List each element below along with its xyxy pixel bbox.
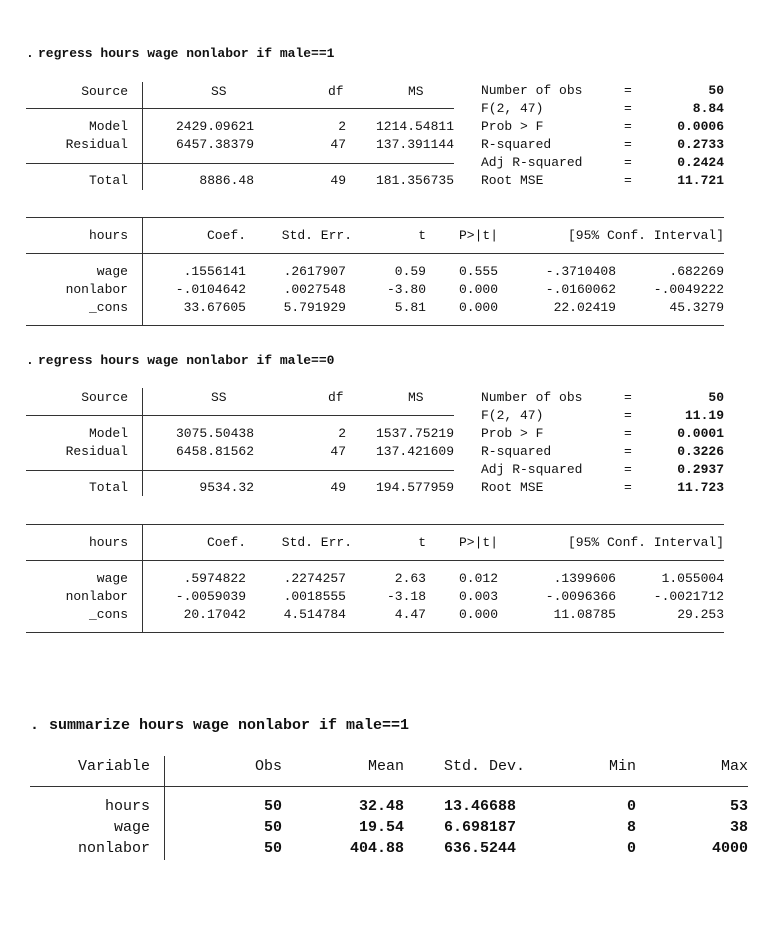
anova-df: 2 bbox=[338, 426, 346, 441]
summ-header-max: Max bbox=[720, 758, 748, 775]
coef-p: 0.000 bbox=[458, 300, 498, 315]
stat-eq: = bbox=[624, 173, 632, 188]
command-prompt-dot: . bbox=[26, 353, 34, 368]
coef-t: -3.80 bbox=[386, 282, 426, 297]
summ-divider bbox=[164, 756, 165, 860]
coef-header-se: Std. Err. bbox=[281, 228, 352, 243]
coef-value: .5974822 bbox=[183, 571, 246, 586]
stat-label: Adj R-squared bbox=[481, 155, 583, 170]
coef-p: 0.012 bbox=[458, 571, 498, 586]
stat-eq: = bbox=[624, 137, 632, 152]
stat-value: 0.0006 bbox=[677, 119, 724, 134]
anova-ms: 194.577959 bbox=[375, 480, 454, 495]
command-prompt-dot: . bbox=[26, 46, 34, 61]
anova-divider bbox=[142, 388, 143, 496]
anova-df: 47 bbox=[330, 137, 346, 152]
stat-label: Prob > F bbox=[481, 119, 544, 134]
coef-bottom-rule bbox=[26, 632, 724, 633]
anova-header-df: df bbox=[328, 390, 344, 405]
coef-p: 0.555 bbox=[458, 264, 498, 279]
coef-header-rule bbox=[26, 560, 724, 561]
stat-value: 11.723 bbox=[677, 480, 724, 495]
coef-ci-low: 11.08785 bbox=[553, 607, 616, 622]
coef-header-depvar: hours bbox=[88, 228, 128, 243]
anova-source: Total bbox=[88, 480, 128, 495]
stat-label: Adj R-squared bbox=[481, 462, 583, 477]
anova-df: 49 bbox=[330, 480, 346, 495]
summ-obs: 50 bbox=[263, 840, 282, 857]
stat-value: 0.2424 bbox=[677, 155, 724, 170]
coef-header-depvar: hours bbox=[88, 535, 128, 550]
coef-divider bbox=[142, 217, 143, 325]
anova-header-ss: SS bbox=[211, 390, 227, 405]
regress-command: regress hours wage nonlabor if male==0 bbox=[38, 353, 335, 368]
anova-df: 49 bbox=[330, 173, 346, 188]
anova-ss: 3075.50438 bbox=[175, 426, 254, 441]
summ-sd: 6.698187 bbox=[444, 819, 517, 836]
stat-eq: = bbox=[624, 426, 632, 441]
stat-label: Root MSE bbox=[481, 173, 544, 188]
coef-ci-high: .682269 bbox=[669, 264, 724, 279]
stat-label: Prob > F bbox=[481, 426, 544, 441]
coef-se: .2274257 bbox=[283, 571, 346, 586]
summ-header-mean: Mean bbox=[367, 758, 404, 775]
summ-header-min: Min bbox=[608, 758, 636, 775]
stat-value: 50 bbox=[708, 390, 724, 405]
anova-ms: 137.391144 bbox=[375, 137, 454, 152]
coef-header-p: P>|t| bbox=[458, 228, 498, 243]
stat-eq: = bbox=[624, 444, 632, 459]
summ-header-variable: Variable bbox=[77, 758, 150, 775]
coef-divider bbox=[142, 524, 143, 632]
summarize-command: summarize hours wage nonlabor if male==1 bbox=[49, 717, 410, 734]
coef-var: wage bbox=[96, 571, 128, 586]
coef-ci-low: -.3710408 bbox=[545, 264, 616, 279]
anova-ss: 6457.38379 bbox=[175, 137, 254, 152]
coef-ci-low: -.0160062 bbox=[545, 282, 616, 297]
anova-header-df: df bbox=[328, 84, 344, 99]
coef-value: .1556141 bbox=[183, 264, 246, 279]
stat-value: 0.2937 bbox=[677, 462, 724, 477]
coef-header-ci: [95% Conf. Interval] bbox=[567, 228, 724, 243]
anova-source: Residual bbox=[65, 137, 128, 152]
anova-source: Model bbox=[88, 119, 128, 134]
coef-bottom-rule bbox=[26, 325, 724, 326]
coef-t: 5.81 bbox=[394, 300, 426, 315]
stat-label: Number of obs bbox=[481, 390, 583, 405]
summ-mean: 32.48 bbox=[358, 798, 404, 815]
anova-header-ms: MS bbox=[408, 390, 424, 405]
stat-value: 11.19 bbox=[684, 408, 724, 423]
anova-header-ss: SS bbox=[211, 84, 227, 99]
coef-se: .0027548 bbox=[283, 282, 346, 297]
stat-label: R-squared bbox=[481, 444, 552, 459]
stat-eq: = bbox=[624, 155, 632, 170]
anova-ms: 181.356735 bbox=[375, 173, 454, 188]
command-prompt-dot: . bbox=[30, 717, 40, 734]
stat-label: F(2, 47) bbox=[481, 101, 544, 116]
coef-se: .2617907 bbox=[283, 264, 346, 279]
summ-max: 53 bbox=[729, 798, 748, 815]
summ-variable: hours bbox=[104, 798, 150, 815]
anova-df: 47 bbox=[330, 444, 346, 459]
stat-label: R-squared bbox=[481, 137, 552, 152]
anova-header-rule bbox=[26, 415, 454, 416]
anova-ms: 1214.54811 bbox=[375, 119, 454, 134]
anova-ms: 137.421609 bbox=[375, 444, 454, 459]
anova-header-source: Source bbox=[81, 84, 128, 99]
coef-ci-high: -.0021712 bbox=[653, 589, 724, 604]
anova-ss: 2429.09621 bbox=[175, 119, 254, 134]
anova-source: Total bbox=[88, 173, 128, 188]
summ-sd: 13.46688 bbox=[444, 798, 517, 815]
coef-value: 33.67605 bbox=[183, 300, 246, 315]
coef-var: nonlabor bbox=[65, 282, 128, 297]
stat-eq: = bbox=[624, 408, 632, 423]
summ-max: 38 bbox=[729, 819, 748, 836]
anova-total-rule bbox=[26, 163, 454, 164]
stat-label: Root MSE bbox=[481, 480, 544, 495]
stat-value: 0.0001 bbox=[677, 426, 724, 441]
coef-header-t: t bbox=[418, 228, 426, 243]
anova-ss: 6458.81562 bbox=[175, 444, 254, 459]
coef-p: 0.000 bbox=[458, 607, 498, 622]
stat-value: 11.721 bbox=[677, 173, 724, 188]
coef-var: nonlabor bbox=[65, 589, 128, 604]
coef-top-rule bbox=[26, 217, 724, 218]
summ-min: 0 bbox=[626, 840, 636, 857]
anova-df: 2 bbox=[338, 119, 346, 134]
anova-ss: 8886.48 bbox=[199, 173, 254, 188]
stat-label: F(2, 47) bbox=[481, 408, 544, 423]
anova-header-rule bbox=[26, 108, 454, 109]
summ-header-rule bbox=[30, 786, 748, 787]
coef-header-rule bbox=[26, 253, 724, 254]
coef-value: -.0104642 bbox=[175, 282, 246, 297]
anova-ms: 1537.75219 bbox=[375, 426, 454, 441]
summ-sd: 636.5244 bbox=[444, 840, 517, 857]
anova-divider bbox=[142, 82, 143, 190]
coef-t: 0.59 bbox=[394, 264, 426, 279]
summ-obs: 50 bbox=[263, 798, 282, 815]
coef-value: 20.17042 bbox=[183, 607, 246, 622]
stat-value: 0.3226 bbox=[677, 444, 724, 459]
coef-ci-low: .1399606 bbox=[553, 571, 616, 586]
stat-label: Number of obs bbox=[481, 83, 583, 98]
stat-value: 0.2733 bbox=[677, 137, 724, 152]
coef-top-rule bbox=[26, 524, 724, 525]
coef-se: 5.791929 bbox=[283, 300, 346, 315]
coef-header-coef: Coef. bbox=[206, 535, 246, 550]
coef-p: 0.000 bbox=[458, 282, 498, 297]
summ-obs: 50 bbox=[263, 819, 282, 836]
coef-value: -.0059039 bbox=[175, 589, 246, 604]
coef-var: _cons bbox=[88, 300, 128, 315]
coef-t: 4.47 bbox=[394, 607, 426, 622]
coef-t: 2.63 bbox=[394, 571, 426, 586]
anova-header-ms: MS bbox=[408, 84, 424, 99]
stat-eq: = bbox=[624, 101, 632, 116]
stat-eq: = bbox=[624, 83, 632, 98]
stat-eq: = bbox=[624, 390, 632, 405]
coef-header-t: t bbox=[418, 535, 426, 550]
coef-p: 0.003 bbox=[458, 589, 498, 604]
anova-header-source: Source bbox=[81, 390, 128, 405]
summ-variable: wage bbox=[113, 819, 150, 836]
coef-header-ci: [95% Conf. Interval] bbox=[567, 535, 724, 550]
coef-t: -3.18 bbox=[386, 589, 426, 604]
anova-source: Model bbox=[88, 426, 128, 441]
coef-ci-high: 1.055004 bbox=[661, 571, 724, 586]
anova-total-rule bbox=[26, 470, 454, 471]
stat-eq: = bbox=[624, 119, 632, 134]
coef-ci-high: 45.3279 bbox=[669, 300, 724, 315]
summ-mean: 19.54 bbox=[358, 819, 404, 836]
anova-source: Residual bbox=[65, 444, 128, 459]
coef-ci-high: -.0049222 bbox=[653, 282, 724, 297]
stat-eq: = bbox=[624, 480, 632, 495]
summ-header-obs: Obs bbox=[254, 758, 282, 775]
summ-min: 8 bbox=[626, 819, 636, 836]
anova-ss: 9534.32 bbox=[199, 480, 254, 495]
coef-ci-low: -.0096366 bbox=[545, 589, 616, 604]
summ-variable: nonlabor bbox=[77, 840, 150, 857]
coef-ci-high: 29.253 bbox=[677, 607, 724, 622]
coef-se: 4.514784 bbox=[283, 607, 346, 622]
coef-ci-low: 22.02419 bbox=[553, 300, 616, 315]
coef-var: wage bbox=[96, 264, 128, 279]
regress-command: regress hours wage nonlabor if male==1 bbox=[38, 46, 335, 61]
coef-header-p: P>|t| bbox=[458, 535, 498, 550]
summ-header-sd: Std. Dev. bbox=[444, 758, 526, 775]
summ-min: 0 bbox=[626, 798, 636, 815]
stat-value: 8.84 bbox=[692, 101, 724, 116]
coef-se: .0018555 bbox=[283, 589, 346, 604]
coef-var: _cons bbox=[88, 607, 128, 622]
coef-header-se: Std. Err. bbox=[281, 535, 352, 550]
stat-eq: = bbox=[624, 462, 632, 477]
summ-max: 4000 bbox=[711, 840, 748, 857]
coef-header-coef: Coef. bbox=[206, 228, 246, 243]
stat-value: 50 bbox=[708, 83, 724, 98]
summ-mean: 404.88 bbox=[349, 840, 404, 857]
